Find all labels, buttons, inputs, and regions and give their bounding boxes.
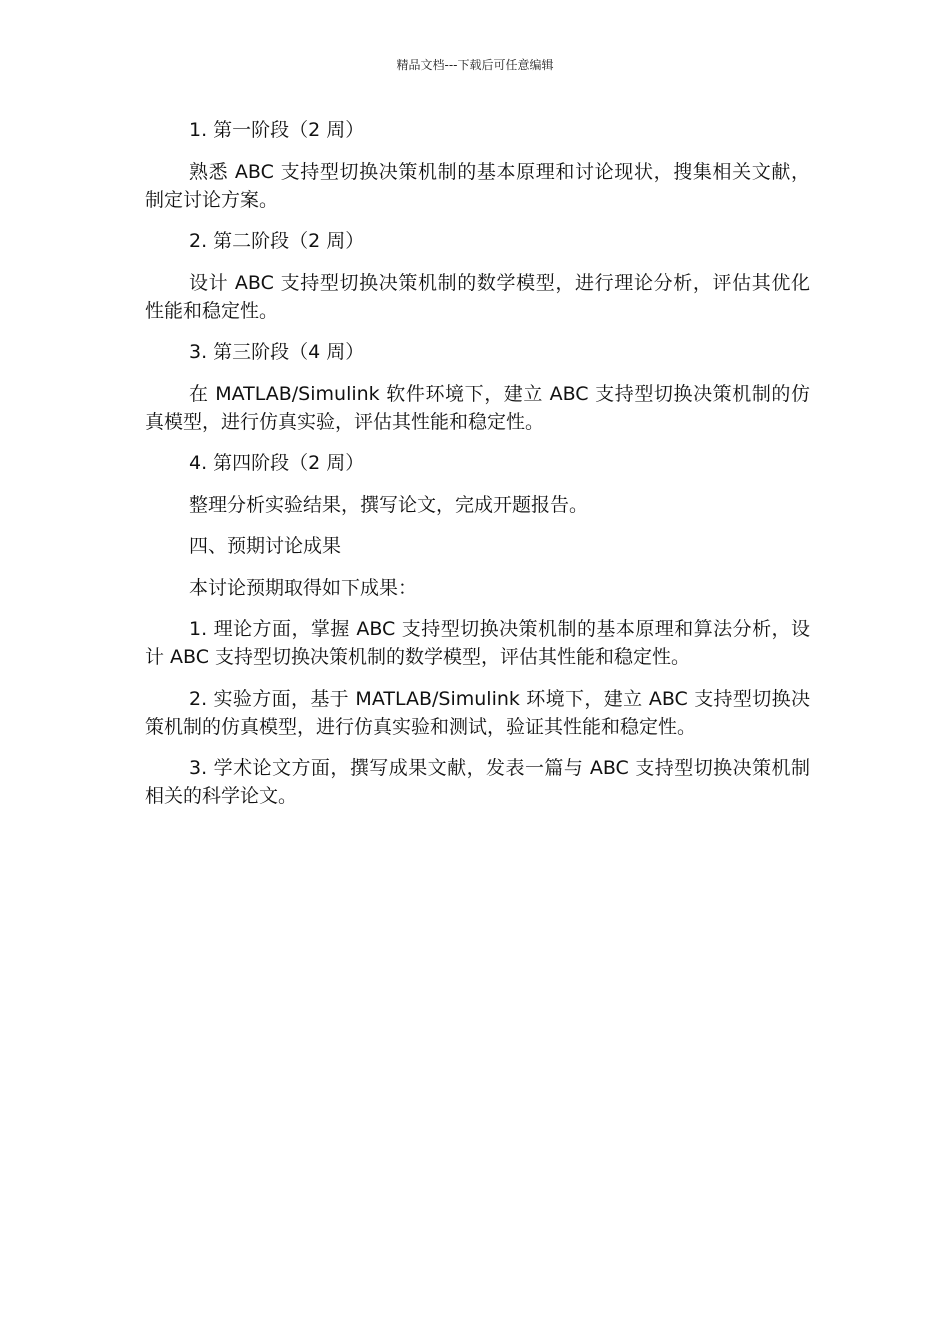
stage-4-heading: 4. 第四阶段（2 周） xyxy=(189,452,365,474)
stage-1-heading: 1. 第一阶段（2 周） xyxy=(189,119,365,141)
document-body xyxy=(145,116,810,824)
stage-3-heading: 3. 第三阶段（4 周） xyxy=(189,341,365,363)
section-heading-expected-results: 四、预期讨论成果 xyxy=(189,535,342,557)
stage-4-description: 整理分析实验结果，撰写论文，完成开题报告。 xyxy=(189,493,589,516)
page-header: 精品文档---下载后可任意编辑 xyxy=(396,58,554,72)
results-intro: 本讨论预期取得如下成果： xyxy=(189,576,418,599)
stage-2-description: 设计 ABC 支持型切换决策机制的数学模型，进行理论分析，评估其优化性能和稳定性。 xyxy=(145,271,810,322)
stage-3-description: 在 MATLAB/Simulink 软件环境下，建立 ABC 支持型切换决策机制的仿真模型，进行仿真实验，评估其性能和稳定性。 xyxy=(145,382,810,433)
stage-1-description: 熟悉 ABC 支持型切换决策机制的基本原理和讨论现状，搜集相关文献，制定讨论方案。 xyxy=(145,160,810,211)
result-item-paper: 3. 学术论文方面，撰写成果文献，发表一篇与 ABC 支持型切换决策机制相关的科学论文。 xyxy=(145,757,810,807)
stage-2-heading: 2. 第二阶段（2 周） xyxy=(189,230,365,252)
result-item-theory: 1. 理论方面，掌握 ABC 支持型切换决策机制的基本原理和算法分析，设计 ABC 支持型切换决策机制的数学模型，评估其性能和稳定性。 xyxy=(145,618,810,668)
result-item-experiment: 2. 实验方面，基于 MATLAB/Simulink 环境下，建立 ABC 支持型切换决策机制的仿真模型，进行仿真实验和测试，验证其性能和稳定性。 xyxy=(145,687,810,738)
